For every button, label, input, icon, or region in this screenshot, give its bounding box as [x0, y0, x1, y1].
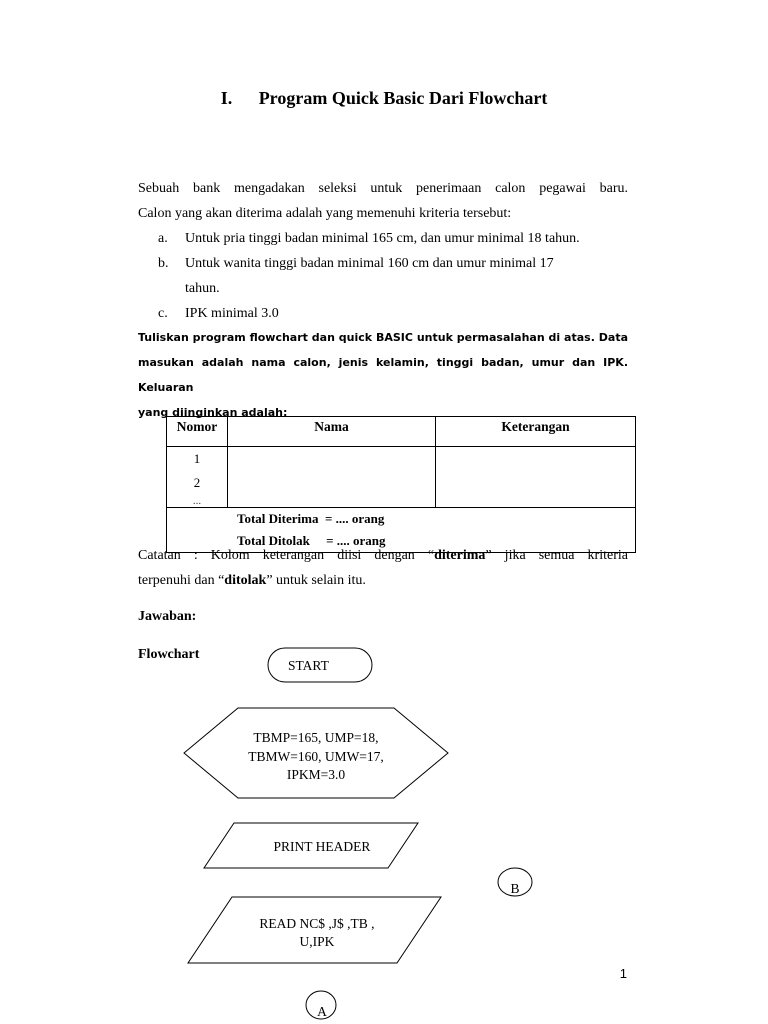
list-text: Untuk wanita tinggi badan minimal 160 cm dan umur minimal 17: [185, 256, 554, 271]
list-marker: a.: [158, 231, 168, 246]
note-suffix: ” untuk selain itu.: [266, 573, 366, 588]
print-header-label: PRINT HEADER: [273, 839, 371, 854]
row-number: 2: [193, 475, 201, 490]
intro-line-2: Calon yang akan diterima adalah yang memenuhi kriteria tersebut:: [138, 206, 512, 221]
instruction-line-3: yang diinginkan adalah:: [138, 406, 288, 419]
start-label: START: [288, 658, 329, 673]
section-title: Program Quick Basic Dari Flowchart: [258, 88, 548, 108]
header-nomor: Nomor: [167, 417, 228, 447]
total-accepted: Total Diterima = .... orang: [237, 511, 385, 526]
note-middle: ” jika semua kriteria: [485, 548, 628, 563]
instruction-line-1: Tuliskan program flowchart dan quick BASIC untuk permasalahan di atas. Data: [138, 331, 628, 344]
header-keterangan: Keterangan: [436, 417, 636, 447]
header-nama: Nama: [228, 417, 436, 447]
flowchart-heading: Flowchart: [138, 647, 200, 662]
note-accepted-word: diterima: [434, 548, 486, 563]
note-prefix-2: terpenuhi dan “: [138, 573, 225, 588]
connector-a-label: A: [317, 1004, 327, 1019]
read-line-2: U,IPK: [299, 934, 335, 949]
page-number: 1: [619, 966, 627, 981]
intro-line-1: Sebuah bank mengadakan seleksi untuk penerimaan calon pegawai baru.: [138, 181, 628, 196]
section-number: I.: [220, 88, 233, 108]
init-line-1: TBMP=165, UMP=18,: [253, 730, 379, 745]
list-text: IPK minimal 3.0: [185, 306, 279, 321]
read-line-1: READ NC$ ,J$ ,TB ,: [259, 916, 375, 931]
list-marker: c.: [158, 306, 168, 321]
answer-heading: Jawaban:: [138, 609, 197, 624]
total-rejected: Total Ditolak = .... orang: [237, 533, 386, 548]
init-line-3: IPKM=3.0: [286, 767, 346, 782]
note-prefix: Catatan : Kolom keterangan diisi dengan “: [138, 548, 435, 563]
list-text-continued: tahun.: [185, 281, 220, 296]
init-line-2: TBMW=160, UMW=17,: [248, 749, 384, 764]
note-rejected-word: ditolak: [224, 573, 267, 588]
instruction-line-2: masukan adalah nama calon, jenis kelamin, tinggi badan, umur dan IPK. Keluaran: [138, 356, 628, 394]
list-marker: b.: [158, 256, 169, 271]
list-text: Untuk pria tinggi badan minimal 165 cm, dan umur minimal 18 tahun.: [185, 231, 580, 246]
row-number: 1: [193, 451, 201, 466]
connector-b-label: B: [510, 881, 520, 896]
row-number-ellipsis: ...: [192, 495, 202, 507]
